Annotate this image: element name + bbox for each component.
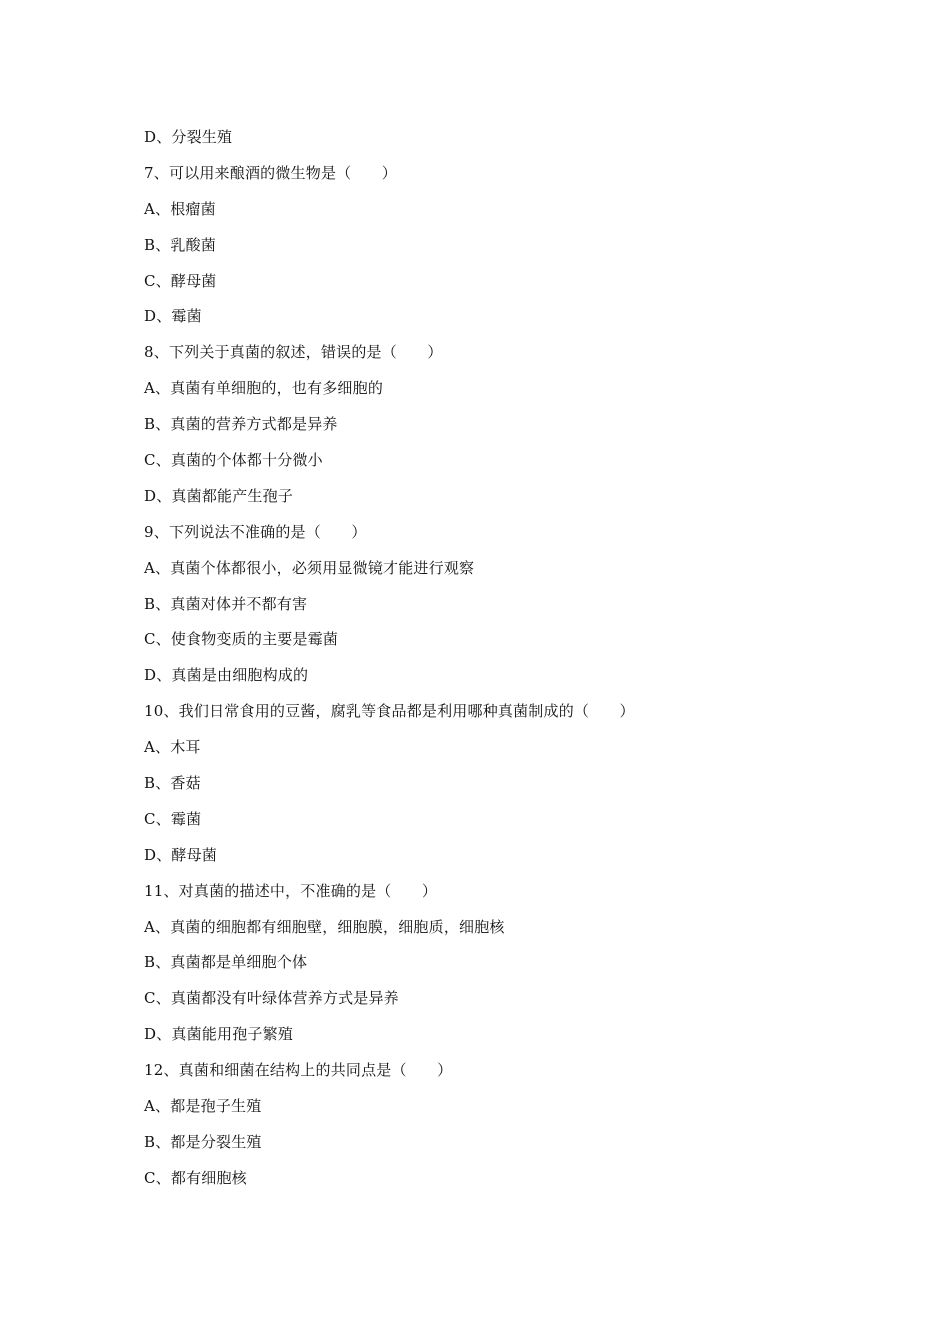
question-text-block xyxy=(144,124,844,1201)
question-7: 7、可以用来酿酒的微生物是（ ） xyxy=(144,163,397,182)
option-a: A、真菌的细胞都有细胞壁，细胞膜，细胞质，细胞核 xyxy=(144,917,505,936)
question-10: 10、我们日常食用的豆酱，腐乳等食品都是利用哪种真菌制成的（ ） xyxy=(144,702,635,721)
question-12: 12、真菌和细菌在结构上的共同点是（ ） xyxy=(144,1061,453,1080)
option-c: C、真菌都没有叶绿体营养方式是异养 xyxy=(144,989,399,1008)
option-a: A、都是孢子生殖 xyxy=(144,1097,262,1116)
option-a: A、木耳 xyxy=(144,738,201,757)
option-b: B、香菇 xyxy=(144,774,201,793)
option-b: B、真菌的营养方式都是异养 xyxy=(144,415,338,434)
option-d: D、真菌都能产生孢子 xyxy=(144,486,294,505)
option-c: C、都有细胞核 xyxy=(144,1168,247,1187)
option-c: C、霉菌 xyxy=(144,809,202,828)
option-d: D、酵母菌 xyxy=(144,845,218,864)
option-d: D、分裂生殖 xyxy=(144,128,233,146)
option-c: C、使食物变质的主要是霉菌 xyxy=(144,630,339,649)
question-11: 11、对真菌的描述中，不准确的是（ ） xyxy=(144,881,438,900)
question-9: 9、下列说法不准确的是（ ） xyxy=(144,522,367,541)
option-c: C、酵母菌 xyxy=(144,271,217,290)
question-8: 8、下列关于真菌的叙述，错误的是（ ） xyxy=(144,343,443,362)
option-b: B、乳酸菌 xyxy=(144,235,217,254)
option-c: C、真菌的个体都十分微小 xyxy=(144,451,323,470)
option-b: B、都是分裂生殖 xyxy=(144,1132,262,1151)
option-a: A、真菌个体都很小，必须用显微镜才能进行观察 xyxy=(144,558,475,577)
option-b: B、真菌对体并不都有害 xyxy=(144,594,308,613)
option-a: A、根瘤菌 xyxy=(144,199,216,218)
option-d: D、真菌是由细胞构成的 xyxy=(144,666,309,685)
option-d: D、霉菌 xyxy=(144,307,202,326)
option-a: A、真菌有单细胞的，也有多细胞的 xyxy=(144,379,384,398)
option-b: B、真菌都是单细胞个体 xyxy=(144,953,308,972)
option-d: D、真菌能用孢子繁殖 xyxy=(144,1025,294,1044)
